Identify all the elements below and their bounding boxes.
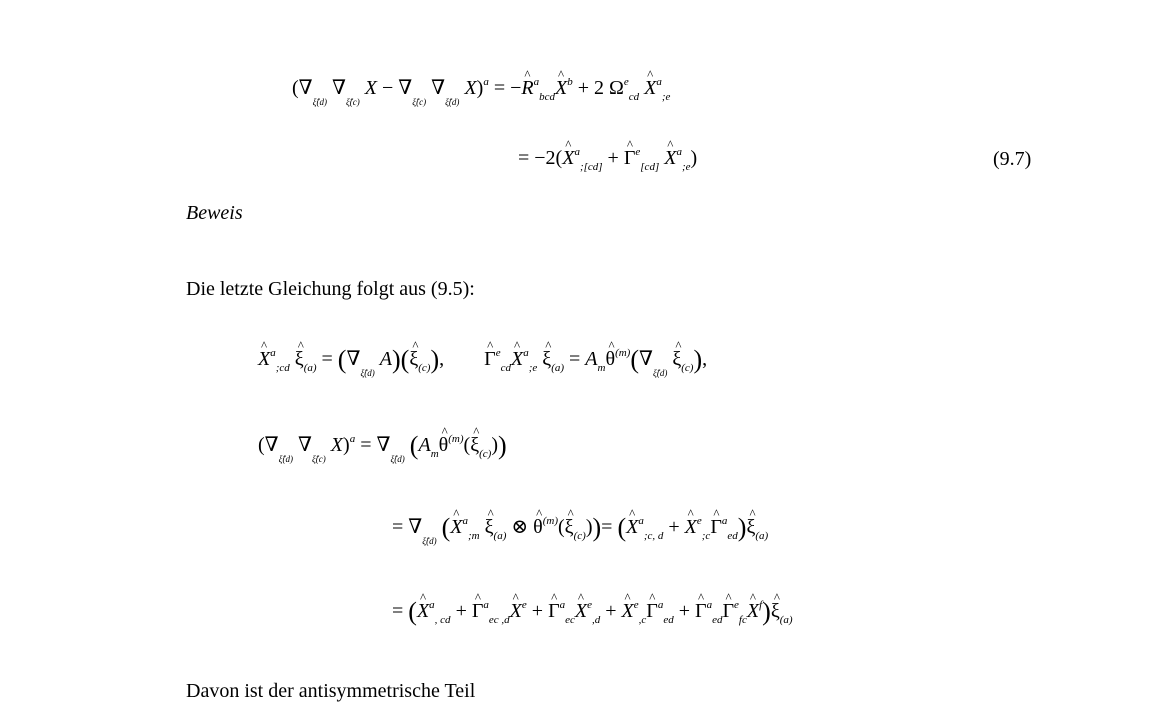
paragraph-text-2: Davon ist der antisymmetrische Teil	[186, 680, 476, 702]
equation-9-7-line-2: = −2(^ $X^a_{;[cd]}$ + ^ $\Gamma^e_{[cd]}$ ^ $X^a_{;e}$)	[518, 148, 697, 168]
equation-expansion-1: = $\nabla_{\xî(d)}$ (^ $X^a_{;m}$ ^ $\xi_{(a)}$ ⊗ ^ $\theta^{(m)}(\^{}$ $\xi_{(c)}))=$ (^ $X^a_{;c, d}$ + ^ $X^e_{;c}\^{}$ $\Gamma^a_{ed})\^{}$ $\xi_{(a)}$	[392, 515, 768, 541]
equation-number: (9.7)	[993, 148, 1032, 170]
proof-heading: Beweis	[186, 202, 243, 224]
equation-covariant-derivative: ($\nabla_{\xî(d)}$ $\nabla_{\xî(c)}$ $X)^a = \nabla_{\xî(d)}$ ($A_m\^{}$ $\theta^{(m)}(\^{}$ $\xi_{(c)}$))	[258, 433, 507, 459]
equation-identity-pair: ^ $X^a_{;cd}$ ^ $\xi_{(a)} = (\nabla_{\xî(d)}$ A)(^ $\xi_{(c)}$), ^ $\Gamma^e_{cd}\^{}$ $X^a_{;e}$ ^ $\xi_{(a)}$ = $A_m\^{}$ $\theta^{(m)}(\nabla_{\xî(d)}$ ^ $\xi_{(c)}$),	[258, 347, 707, 373]
paragraph-text: Die letzte Gleichung folgt aus (9.5):	[186, 278, 475, 300]
equation-expansion-2: = (^ $X^a_{, cd}$ + ^ $\Gamma^a_{ec ,d}\^{}$ $X^e$ + ^ $\Gamma^a_{ec}\^{}$ $X^e_{,d}$ + ^ $X^e_{,c}\^{}$ $\Gamma^a_{ed}$ + ^ $\Gamma^a_{ed}\^{}$ $\Gamma^e_{fc}\^{}$ $X^f)\^{}$ $\xi_{(a)}$	[392, 599, 793, 625]
equation-9-7-line-1: ($\nabla_{\xî(d)}$ $\nabla_{\xî(c)}$ $X - \nabla_{\xî(c)}$ $\nabla_{\xî(d)}$ X)$^a$ = −^ $R^a_{bcd}\^{}$ $X^b + 2$ $\Omega^e_{cd}$ ^ $X^a_{;e}$	[292, 78, 670, 102]
